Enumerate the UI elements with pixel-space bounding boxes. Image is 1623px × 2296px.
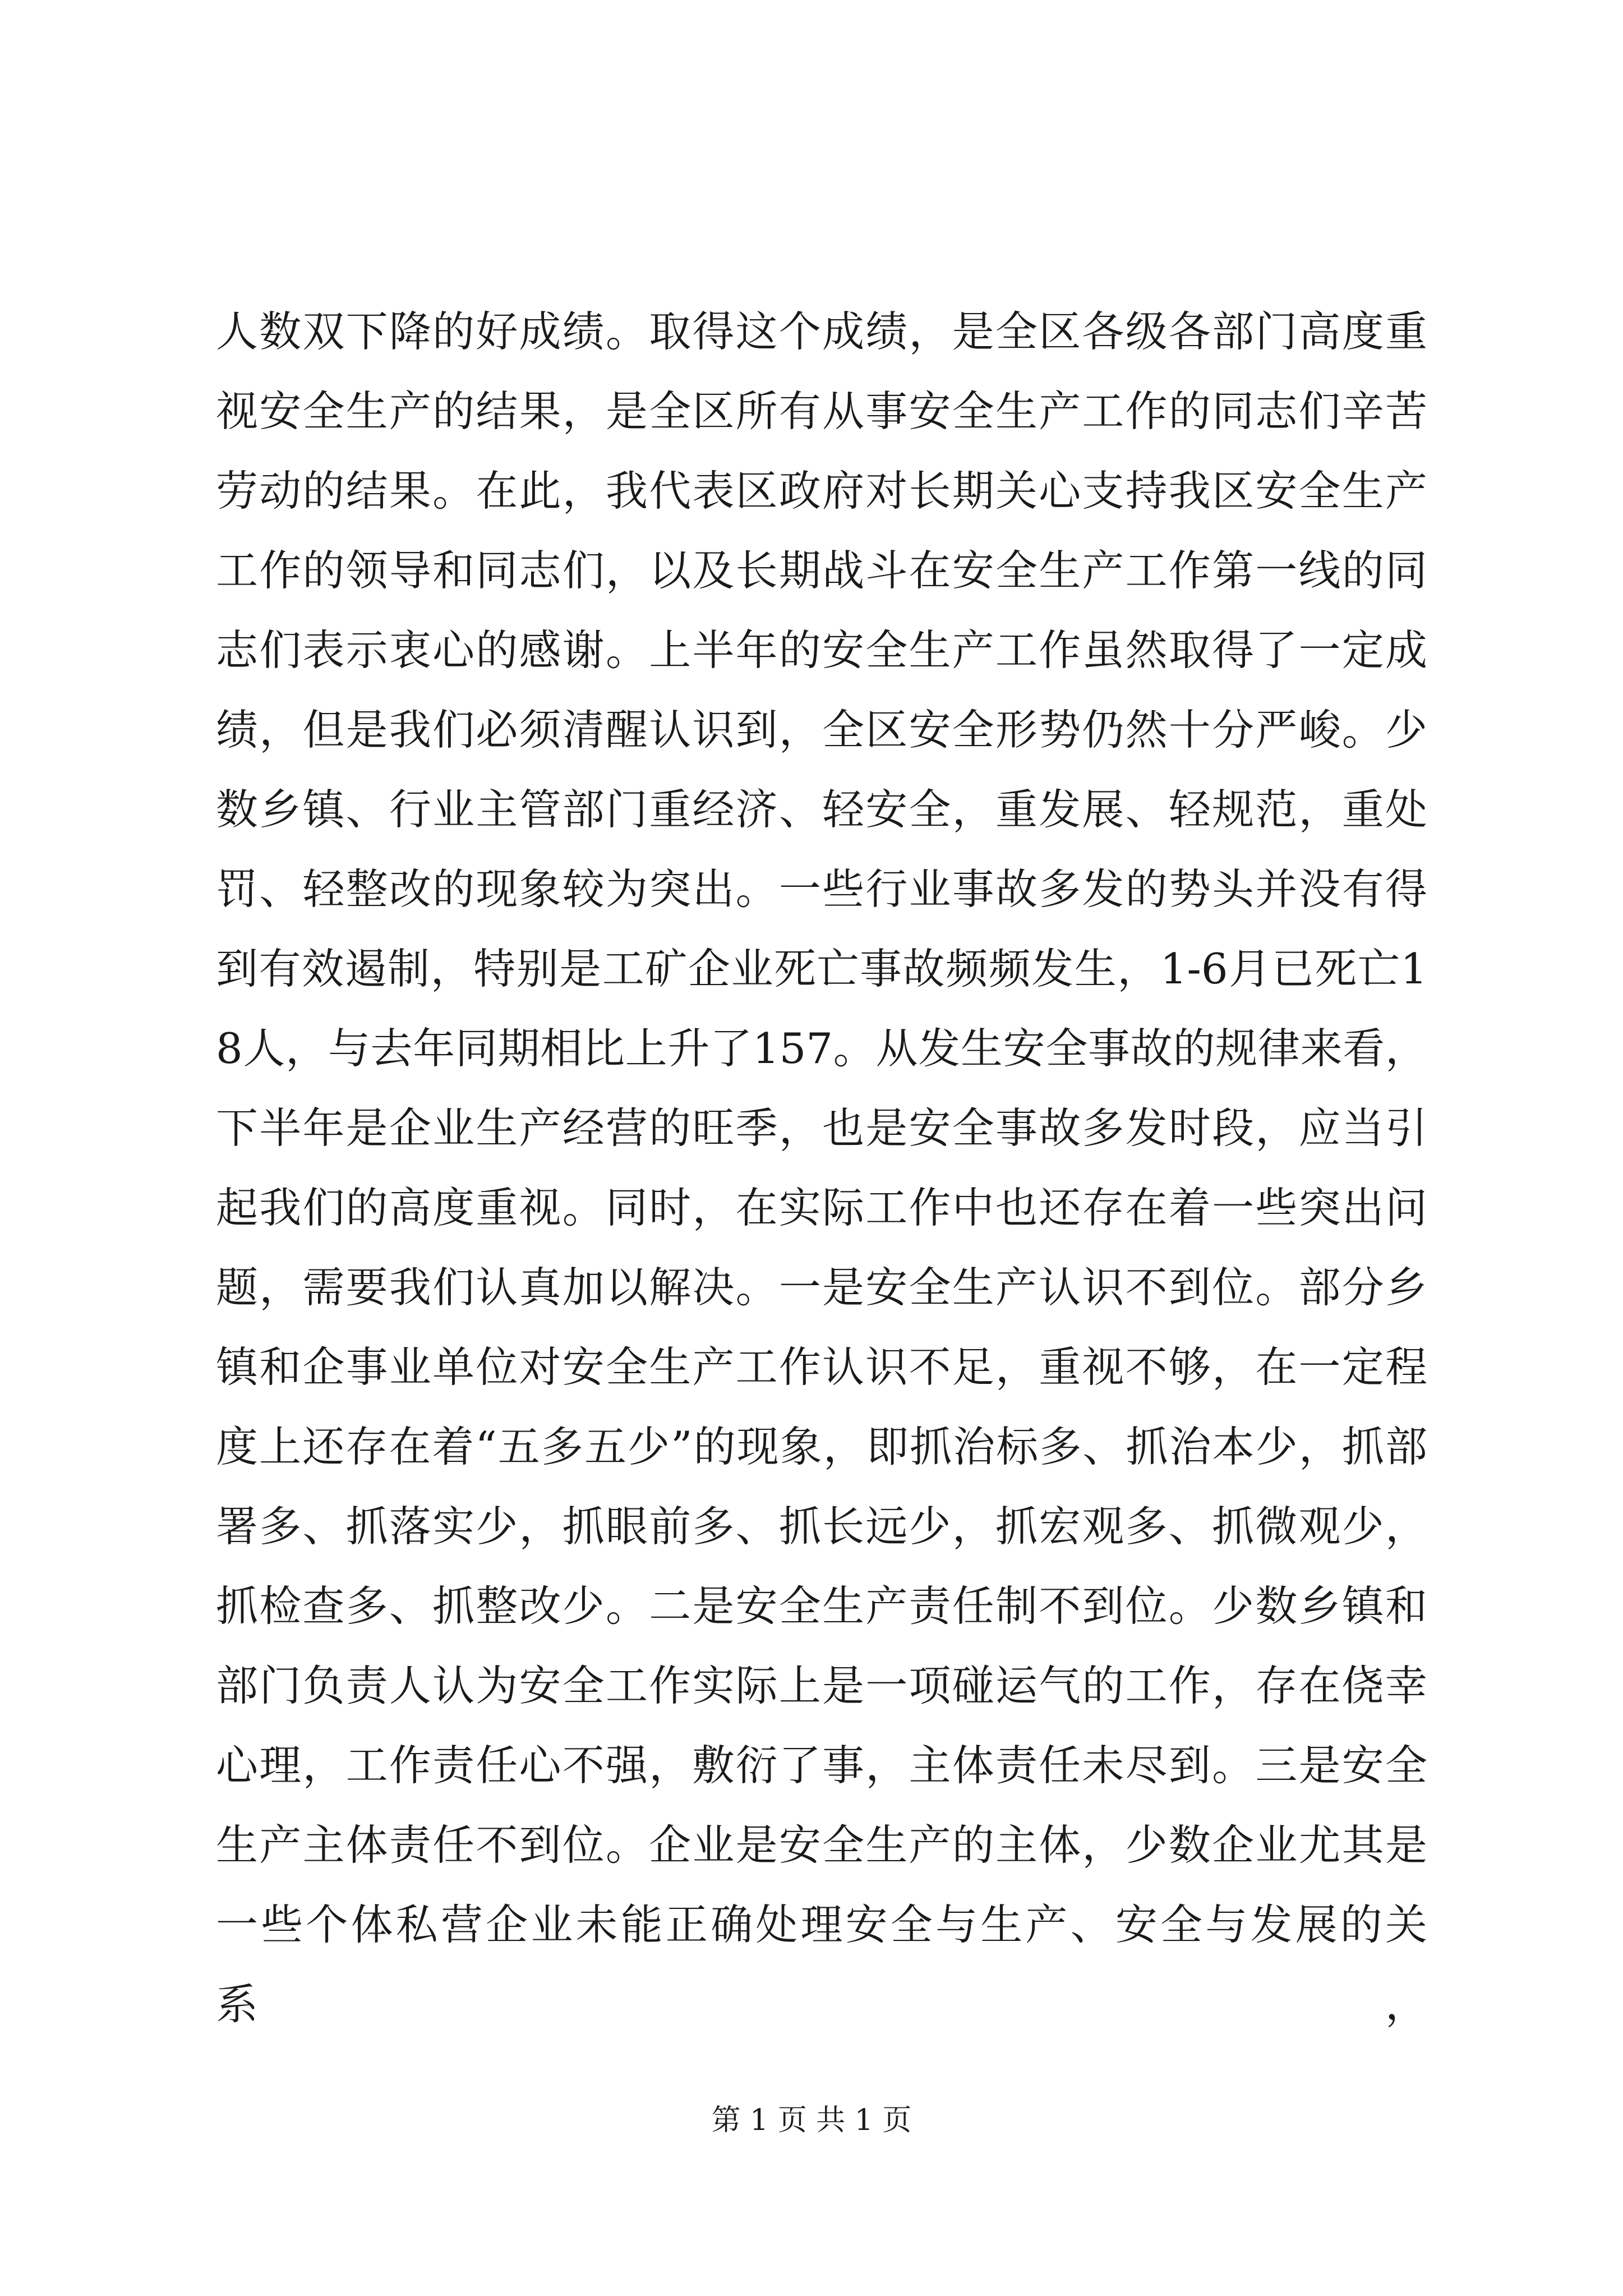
page-footer: 第 1 页 共 1 页 [711,2104,912,2137]
body-paragraph: 人数双下降的好成绩。取得这个成绩，是全区各级各部门高度重视安全生产的结果，是全区所有从事安全生产工作的同志们辛苦劳动的结果。在此，我代表区政府对长期关心支持我区安全生产工作的领导和同志们，以及长期战斗在安全生产工作第一线的同志们表示衷心的感谢。上半年的安全生产工作虽然取得了一定成绩，但是我们必须清醒认识到，全区安全形势仍然十分严峻。少数乡镇、行业主管部门重经济、轻安全，重发展、轻规范，重处罚、轻整改的现象较为突出。一些行业事故多发的势头并没有得到有效遏制，特别是工矿企业死亡事故频频发生，1-6月已死亡18人，与去年同期相比上升了157。从发生安全事故的规律来看，下半年是企业生产经营的旺季，也是安全事故多发时段，应当引起我们的高度重视。同时，在实际工作中也还存在着一些突出问题，需要我们认真加以解决。一是安全生产认识不到位。部分乡镇和企事业单位对安全生产工作认识不足，重视不够，在一定程度上还存在着“五多五少”的现象，即抓治标多、抓治本少，抓部署多、抓落实少，抓眼前多、抓长远少，抓宏观多、抓微观少，抓检查多、抓整改少。二是安全生产责任制不到位。少数乡镇和部门负责人认为安全工作实际上是一项碰运气的工作，存在侥幸心理，工作责任心不强，敷衍了事，主体责任未尽到。三是安全生产主体责任不到位。企业是安全生产的主体，少数企业尤其是一些个体私营企业未能正确处理安全与生产、安全与发展的关系， [216,307,1427,2029]
